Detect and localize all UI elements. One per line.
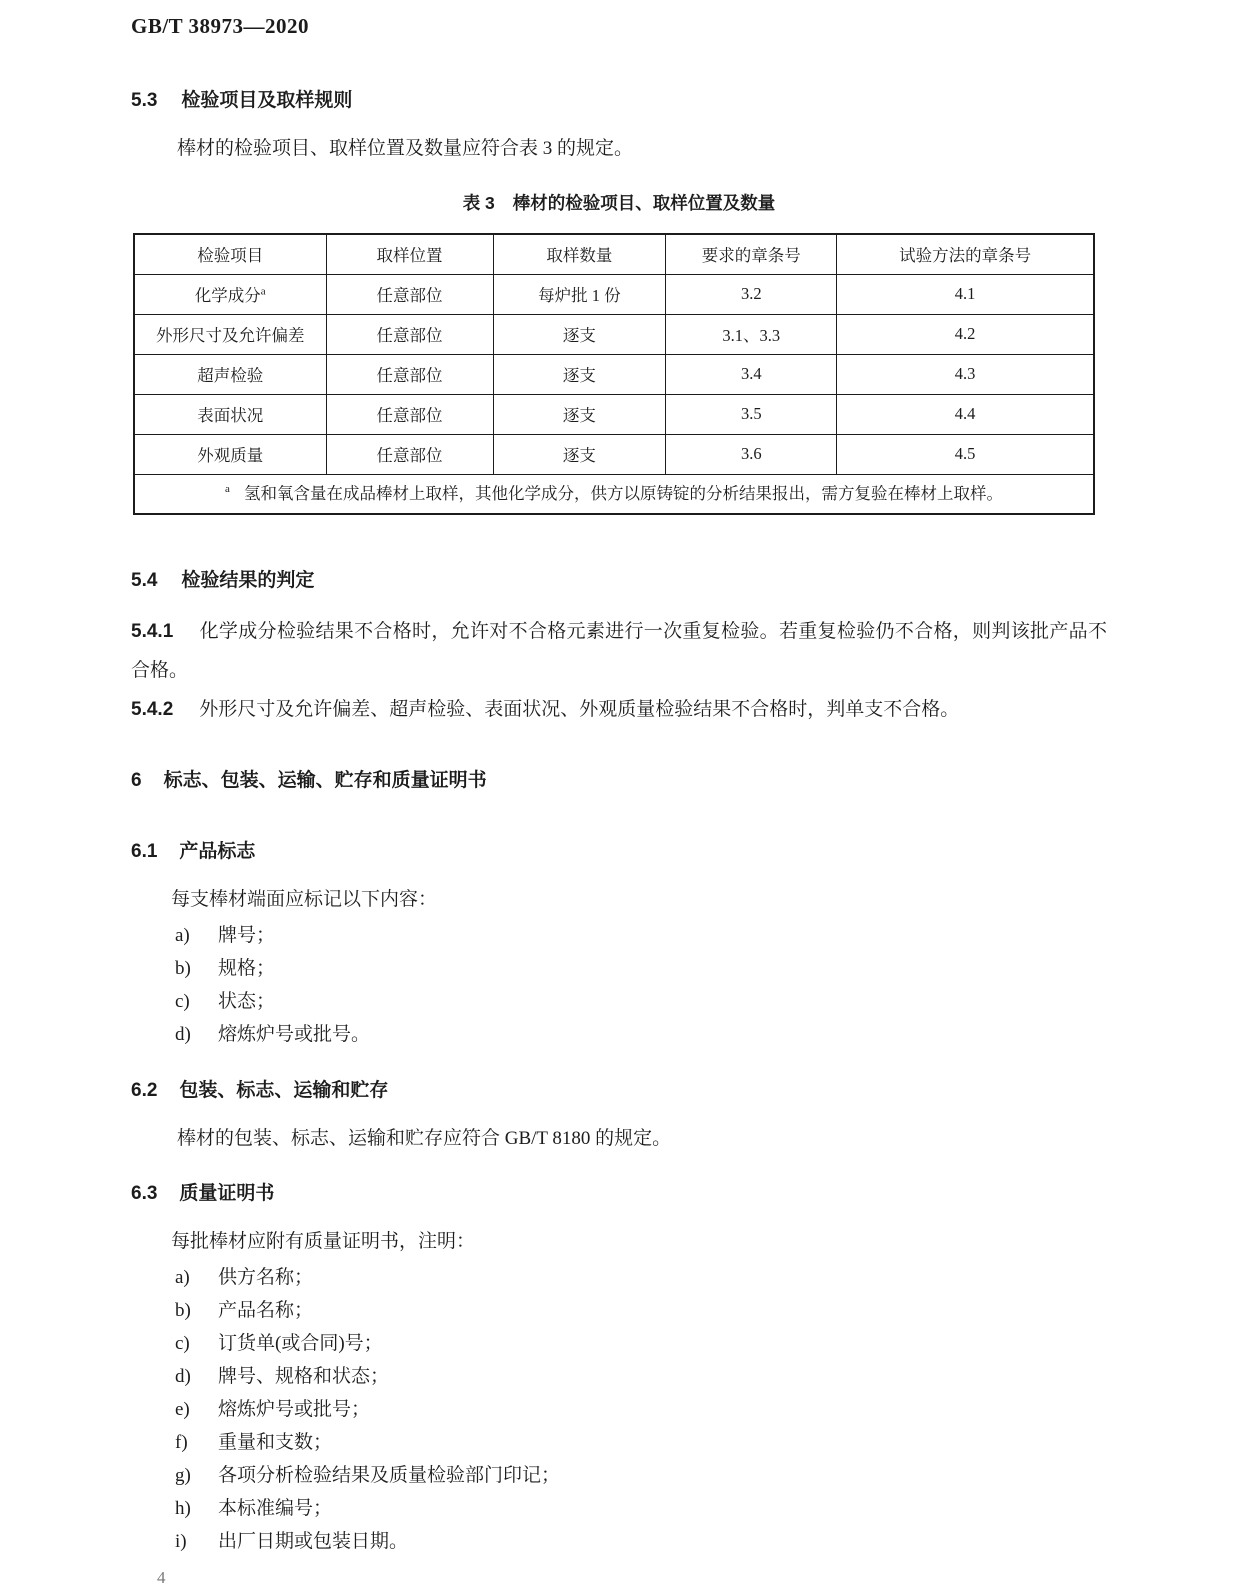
col-header-quantity: 取样数量 bbox=[493, 234, 666, 274]
table-row bbox=[134, 394, 1094, 434]
section-heading-6-3 bbox=[131, 1178, 1107, 1205]
section-number: 6.3 bbox=[131, 1183, 158, 1204]
inspection-items-table bbox=[133, 233, 1095, 515]
footnote-reference-mark: a bbox=[260, 285, 266, 298]
table-row bbox=[134, 434, 1094, 474]
col-header-location: 取样位置 bbox=[326, 234, 493, 274]
list-text: 牌号； bbox=[218, 925, 276, 946]
cell-quantity: 逐支 bbox=[493, 314, 666, 354]
cell-location: 任意部位 bbox=[326, 314, 493, 354]
cell-method: 4.5 bbox=[837, 434, 1094, 474]
list-item bbox=[131, 1525, 1107, 1558]
section-6-1-intro: 每支棒材端面应标记以下内容： bbox=[171, 889, 438, 910]
list-text: 本标准编号； bbox=[218, 1498, 333, 1519]
list-item bbox=[131, 1261, 1107, 1294]
cell-quantity: 每炉批 1 份 bbox=[493, 274, 666, 314]
section-title: 包装、标志、运输和贮存 bbox=[179, 1080, 389, 1101]
list-item bbox=[131, 1018, 1107, 1051]
table-caption-title: 棒材的检验项目、取样位置及数量 bbox=[512, 193, 776, 213]
certificate-items-list bbox=[131, 1261, 1107, 1558]
list-letter: c) bbox=[175, 1333, 190, 1354]
list-item bbox=[131, 1459, 1107, 1492]
list-letter: g) bbox=[175, 1465, 191, 1486]
section-number: 6.1 bbox=[131, 841, 158, 862]
clause-5-4-1 bbox=[131, 612, 1107, 690]
list-item bbox=[131, 1294, 1107, 1327]
list-text: 牌号、规格和状态； bbox=[218, 1366, 390, 1387]
table-row bbox=[134, 314, 1094, 354]
cell-item: 超声检验 bbox=[134, 354, 326, 394]
list-item bbox=[131, 1327, 1107, 1360]
list-item bbox=[131, 1393, 1107, 1426]
standard-code-header: GB/T 38973—2020 bbox=[131, 14, 310, 38]
cell-location: 任意部位 bbox=[326, 434, 493, 474]
cell-method: 4.2 bbox=[837, 314, 1094, 354]
list-item bbox=[131, 1360, 1107, 1393]
list-text: 订货单(或合同)号； bbox=[218, 1333, 383, 1354]
list-letter: d) bbox=[175, 1024, 191, 1045]
section-title: 检验结果的判定 bbox=[181, 570, 315, 591]
cell-requirement: 3.4 bbox=[666, 354, 837, 394]
clause-number: 5.4.2 bbox=[131, 699, 174, 720]
page-number: 4 bbox=[157, 1568, 166, 1587]
clause-text: 外形尺寸及允许偏差、超声检验、表面状况、外观质量检验结果不合格时，判单支不合格。 bbox=[199, 699, 960, 720]
list-letter: e) bbox=[175, 1399, 190, 1420]
cell-item: 表面状况 bbox=[134, 394, 326, 434]
marking-items-list bbox=[131, 919, 1107, 1051]
footnote-mark: a bbox=[225, 483, 230, 496]
list-text: 各项分析检验结果及质量检验部门印记； bbox=[218, 1465, 561, 1486]
cell-location: 任意部位 bbox=[326, 394, 493, 434]
clause-number: 5.4.1 bbox=[131, 621, 174, 642]
list-text: 产品名称； bbox=[218, 1300, 314, 1321]
list-item bbox=[131, 1492, 1107, 1525]
section-number: 5.4 bbox=[131, 570, 158, 591]
list-text: 重量和支数； bbox=[218, 1432, 333, 1453]
section-number: 5.3 bbox=[131, 90, 158, 111]
list-text: 熔炼炉号或批号； bbox=[218, 1399, 371, 1420]
cell-method: 4.1 bbox=[837, 274, 1094, 314]
col-header-item: 检验项目 bbox=[134, 234, 326, 274]
cell-method: 4.4 bbox=[837, 394, 1094, 434]
list-text: 规格； bbox=[218, 958, 276, 979]
section-heading-5-3 bbox=[131, 85, 1107, 112]
footnote-text: 氢和氧含量在成品棒材上取样，其他化学成分，供方以原铸锭的分析结果报出，需方复验在棒材上取样。 bbox=[243, 483, 1003, 503]
cell-location: 任意部位 bbox=[326, 354, 493, 394]
list-text: 状态； bbox=[218, 991, 276, 1012]
list-item bbox=[131, 985, 1107, 1018]
cell-requirement: 3.5 bbox=[666, 394, 837, 434]
section-title: 产品标志 bbox=[179, 841, 256, 862]
list-letter: b) bbox=[175, 1300, 191, 1321]
section-6-2-paragraph: 棒材的包装、标志、运输和贮存应符合 GB/T 8180 的规定。 bbox=[177, 1128, 672, 1149]
list-letter: b) bbox=[175, 958, 191, 979]
cell-requirement: 3.1、3.3 bbox=[666, 314, 837, 354]
table-caption bbox=[131, 190, 1107, 215]
cell-quantity: 逐支 bbox=[493, 354, 666, 394]
list-letter: i) bbox=[175, 1531, 187, 1552]
section-heading-5-4 bbox=[131, 565, 1107, 592]
cell-requirement: 3.2 bbox=[666, 274, 837, 314]
table-row bbox=[134, 354, 1094, 394]
chapter-title: 标志、包装、运输、贮存和质量证明书 bbox=[163, 770, 487, 791]
list-letter: h) bbox=[175, 1498, 191, 1519]
table-header-row bbox=[134, 234, 1094, 274]
table-footnote-row bbox=[134, 474, 1094, 514]
list-text: 熔炼炉号或批号。 bbox=[218, 1024, 371, 1045]
section-5-3-paragraph: 棒材的检验项目、取样位置及数量应符合表 3 的规定。 bbox=[177, 138, 634, 159]
list-item bbox=[131, 952, 1107, 985]
list-text: 供方名称； bbox=[218, 1267, 314, 1288]
cell-item-text: 化学成分 bbox=[194, 286, 261, 305]
table-caption-label: 表 3 bbox=[462, 193, 495, 213]
table-footnote bbox=[134, 474, 1094, 514]
list-letter: a) bbox=[175, 1267, 190, 1288]
cell-method: 4.3 bbox=[837, 354, 1094, 394]
col-header-method: 试验方法的章条号 bbox=[837, 234, 1094, 274]
list-letter: f) bbox=[175, 1432, 188, 1453]
section-title: 质量证明书 bbox=[179, 1183, 275, 1204]
col-header-requirement: 要求的章条号 bbox=[666, 234, 837, 274]
cell-item: 外观质量 bbox=[134, 434, 326, 474]
clause-text: 化学成分检验结果不合格时，允许对不合格元素进行一次重复检验。若重复检验仍不合格，则判该批产品不合格。 bbox=[131, 621, 1107, 681]
cell-requirement: 3.6 bbox=[666, 434, 837, 474]
section-title: 检验项目及取样规则 bbox=[181, 90, 353, 111]
section-6-3-intro: 每批棒材应附有质量证明书，注明： bbox=[171, 1231, 476, 1252]
cell-quantity: 逐支 bbox=[493, 434, 666, 474]
clause-5-4-2 bbox=[131, 690, 1107, 729]
list-letter: c) bbox=[175, 991, 190, 1012]
chapter-number: 6 bbox=[131, 770, 142, 791]
cell-item: 外形尺寸及允许偏差 bbox=[134, 314, 326, 354]
chapter-heading-6 bbox=[131, 765, 1107, 792]
table-row bbox=[134, 274, 1094, 314]
list-letter: a) bbox=[175, 925, 190, 946]
list-item bbox=[131, 919, 1107, 952]
section-number: 6.2 bbox=[131, 1080, 158, 1101]
cell-item bbox=[134, 274, 326, 314]
cell-quantity: 逐支 bbox=[493, 394, 666, 434]
list-text: 出厂日期或包装日期。 bbox=[218, 1531, 409, 1552]
list-letter: d) bbox=[175, 1366, 191, 1387]
list-item bbox=[131, 1426, 1107, 1459]
section-heading-6-1 bbox=[131, 836, 1107, 863]
section-heading-6-2 bbox=[131, 1075, 1107, 1102]
cell-location: 任意部位 bbox=[326, 274, 493, 314]
